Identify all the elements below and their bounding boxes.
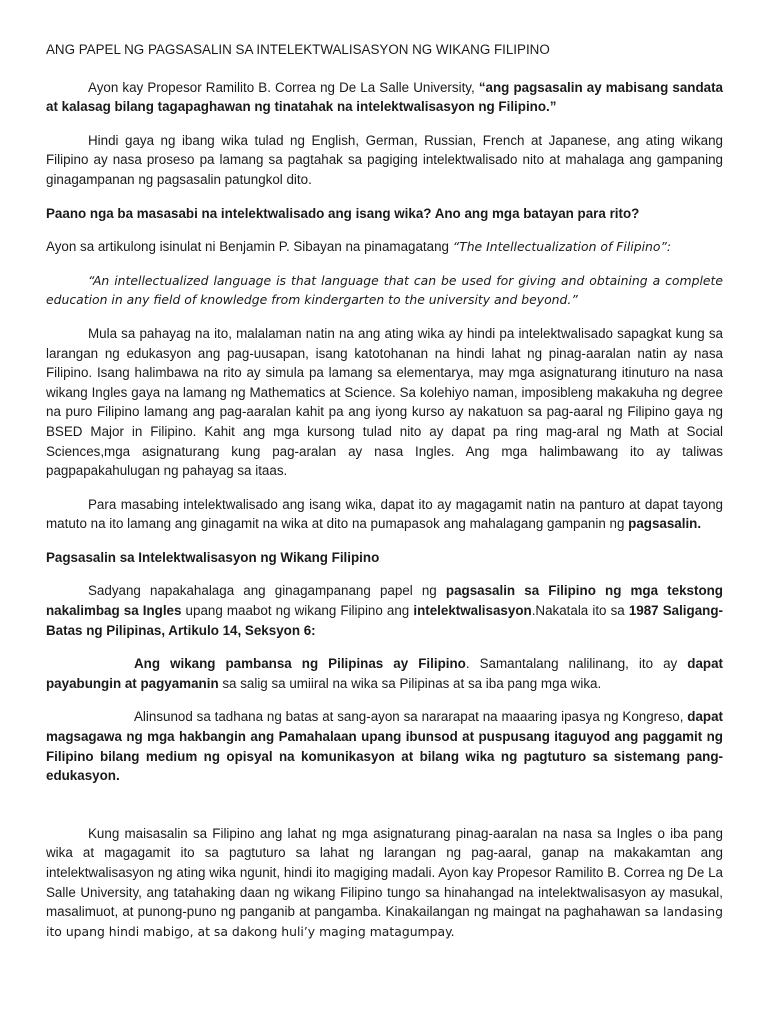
paragraph-text: Ayon sa artikulong isinulat ni Benjamin P. Sibayan na pinamagatang [46,239,453,255]
article-title: “The Intellectualization of Filipino”: [452,239,672,255]
paragraph-sibayan [46,237,723,257]
paragraph-text: Para masabing intelektwalisado ang isang wika, dapat ito ay magagamit natin na panturo at dapat tayong matuto na ito lamang ang ginagamit na wika at dito na pumapasok ang mahalagang gampanin ng [46,496,723,532]
text-2: upang maabot ng wikang Filipino ang [181,603,414,619]
paragraph-pagsasalin [46,495,723,534]
paragraph-alinsunod [46,707,723,785]
paragraph-education: Mula sa pahayag na ito, malalaman natin na ang ating wika ay hindi pa intelektwalisado sapagkat kung sa larangan ng edukasyon ang pag-uusapan, isang katotohanan na hindi lahat ng pinag-aaralan natin ay nasa Filipino. Isang halimbawa na rito ay simula pa lamang sa elementarya, may mga asignaturang itinuturo na nasa wikang Ingles gaya na lamang ng Mathematics at Science. Sa kolehiyo naman, imposibleng makakuha ng degree na puro Filipino lamang ang pag-aaralan kahit pa ang iyong kurso ay nakatuon sa pag-aaral ng Filipino gaya ng BSED Major in Filipino. Kahit ang mga kursong tulad nito ay dapat pa ring mag-aral ng Math at Social Sciences,mga asignaturang kung pag-aralan ay nasa Ingles. Ang mga halimbawang ito ay taliwas pagpapakahulugan ng pahayag sa itaas. [46,325,723,479]
bold-quote: “ang pagsasalin ay mabisang sandata at kalasag bilang tagapaghawan ng tinatahak na intelektwalisasyon ng Filipino.” [46,79,724,115]
text-3: .Nakatala ito sa [531,603,629,619]
paragraph-text: Ayon kay Propesor Ramilito B. Correa ng De La Salle University, [88,79,479,95]
section-heading: Pagsasalin sa Intelektwalisasyon ng Wikang Filipino [46,549,380,565]
bold-term: pagsasalin. [628,516,702,532]
paragraph-conclusion [46,824,723,942]
text-1: Sadyang napakahalaga ang ginagampanang papel ng [88,583,446,599]
document-title: ANG PAPEL NG PAGSASALIN SA INTELEKTWALISASYON NG WIKANG FILIPINO [46,42,550,57]
text-2: sa salig sa umiiral na wika sa Pilipinas at sa iba pang mga wika. [218,675,602,691]
paragraph-saligang-batas [46,581,723,640]
paragraph-wikang-pambansa [46,654,723,693]
bold-2: intelektwalisasyon [413,603,532,619]
spacer [46,786,723,824]
bold-2: dapat payabungin at pagyamanin [46,656,723,691]
paragraph-correa-quote [46,78,723,117]
question-heading: Paano nga ba masasabi na intelektwalisado ang isang wika? Ano ang mga batayan para rito? [46,205,640,221]
document-page [46,40,723,941]
block-quote: “An intellectualized language is that language that can be used for giving and obtaining a complete education in any field of knowledge from kindergarten to the university and beyond.” [46,272,723,308]
bold-statement: dapat magsagawa ng mga hakbangin ang Pamahalaan upang ibunsod at puspusang itaguyod ang paggamit ng Filipino bilang medium ng opisyal na komunikasyon at bilang wika ng pagtuturo sa sistemang pang-edukasyon. [46,709,723,784]
paragraph-languages: Hindi gaya ng ibang wika tulad ng English, German, Russian, French at Japanese, ang ating wikang Filipino ay nasa proseso pa lamang sa pagtahak sa pagiging intelektwalisado nito at mahalaga ang gampaning ginagampanan ng pagsasalin patungkol dito. [46,132,723,187]
bold-1: pagsasalin sa Filipino ng mga tekstong nakalimbag sa Ingles [46,583,723,619]
paragraph-text: Kung maisasalin sa Filipino ang lahat ng mga asignaturang pinag-aaralan na nasa sa Ingles o iba pang wika at magagamit ito sa pagtuturo sa lahat ng larangan ng pag-aaral, ganap na makakamtan ang intelektwalisasyon ng ating wika ngunit, hindi ito magiging madali. Ayon kay Propesor Ramilito B. Correa ng De La Salle University, ang tatahaking daan ng wikang Filipino tungo sa hinahangad na intelektwalisasyon ay masukal, masalimuot, at punong-puno ng panganib at pangamba. Kinakailangan ng maingat na paghahawan [46,825,723,920]
bold-3: 1987 Saligang-Batas ng Pilipinas, Artikulo 14, Seksyon 6: [46,603,723,638]
text-1: . Samantalang nalilinang, ito ay [465,656,688,672]
paragraph-text: Alinsunod sa tadhana ng batas at sang-ayon sa nararapat na maaaring ipasya ng Kongreso, [134,709,688,725]
bold-1: Ang wikang pambansa ng Pilipinas ay Filipino [134,656,466,672]
paragraph-tail: sa landasing ito upang hindi mabigo, at sa dakong huli’y maging matagumpay. [46,904,723,939]
